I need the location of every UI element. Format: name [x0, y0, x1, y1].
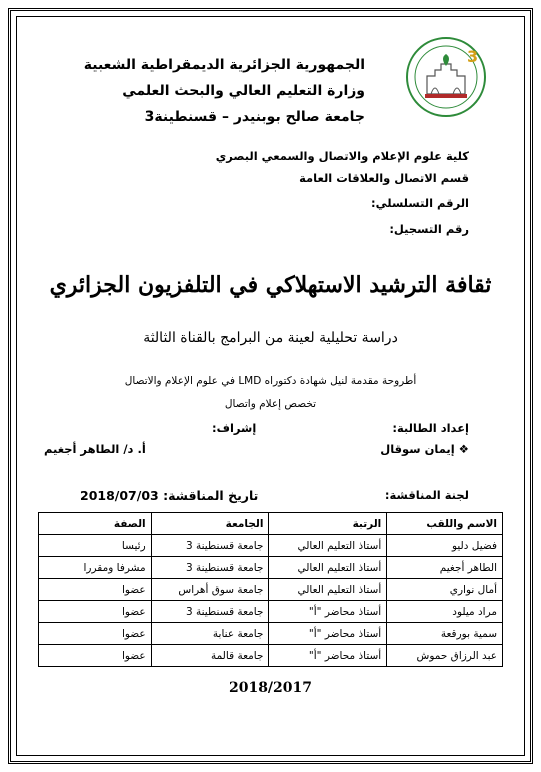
jury-role: عضوا [39, 645, 152, 667]
jury-rank: أستاذ محاضر "أ" [269, 645, 387, 667]
jury-name: سمية بورقعة [387, 623, 503, 645]
jury-name: عبد الرزاق حموش [387, 645, 503, 667]
jury-rank: أستاذ محاضر "أ" [269, 623, 387, 645]
republic-name: الجمهورية الجزائرية الديمقراطية الشعبية [83, 57, 365, 73]
jury-rank: أستاذ التعليم العالي [269, 579, 387, 601]
jury-role: مشرفا ومقررا [39, 557, 152, 579]
jury-role: عضوا [39, 623, 152, 645]
jury-university: جامعة سوق أهراس [151, 579, 269, 601]
jury-role: عضوا [39, 579, 152, 601]
table-row [39, 601, 503, 623]
thesis-title: ثقافة الترشيد الاستهلاكي في التلفزيون الجزائري [49, 272, 492, 298]
jury-university: جامعة قالمة [151, 645, 269, 667]
academic-year: 2018/2017 [228, 680, 313, 696]
registration-number-label: رقم التسجيل: [389, 222, 469, 236]
ministry-name: وزارة التعليم العالي والبحث العلمي [122, 83, 365, 99]
jury-name: فضيل دليو [387, 535, 503, 557]
jury-rank: أستاذ التعليم العالي [269, 535, 387, 557]
thesis-subtitle: دراسة تحليلية لعينة من البرامج بالقناة الثالثة [143, 330, 398, 346]
jury-university: جامعة قسنطينة 3 [151, 535, 269, 557]
jury-name: أمال نواري [387, 579, 503, 601]
supervisor-name: أ. د/ الطاهر أجغيم [44, 442, 146, 456]
table-row [39, 535, 503, 557]
jury-university: جامعة عنابة [151, 623, 269, 645]
jury-name: مراد ميلود [387, 601, 503, 623]
defense-date-value: 2018/07/03 [80, 488, 159, 503]
specialty-line: تخصص إعلام واتصال [224, 398, 317, 410]
table-row [39, 557, 503, 579]
jury-table [38, 512, 503, 667]
defense-date-label: تاريخ المناقشة: [163, 488, 259, 503]
jury-university: جامعة قسنطينة 3 [151, 557, 269, 579]
serial-number-label: الرقم التسلسلي: [371, 196, 469, 210]
university-name: جامعة صالح بوبنيدر – قسنطينة3 [144, 109, 365, 125]
university-emblem-icon [405, 36, 487, 118]
jury-role: رئيسا [39, 535, 152, 557]
supervision-label: إشراف: [212, 421, 257, 435]
jury-table-header [39, 513, 503, 535]
table-row [39, 645, 503, 667]
department-name: قسم الاتصال والعلاقات العامة [299, 171, 469, 185]
bullet-diamond-icon: ❖ [454, 442, 469, 456]
jury-university: جامعة قسنطينة 3 [151, 601, 269, 623]
column-header-name: الاسم واللقب [387, 513, 503, 535]
jury-role: عضوا [39, 601, 152, 623]
student-name: إيمان سوقال [380, 442, 455, 456]
college-name: كلية علوم الإعلام والاتصال والسمعي البصري [215, 149, 469, 163]
table-row [39, 623, 503, 645]
column-header-rank: الرتبة [269, 513, 387, 535]
column-header-role: الصفة [39, 513, 152, 535]
logo-digit: 3 [467, 47, 479, 66]
column-header-university: الجامعة [151, 513, 269, 535]
jury-name: الطاهر أجغيم [387, 557, 503, 579]
student-name-row [380, 442, 469, 456]
table-row [39, 579, 503, 601]
defense-date [80, 488, 258, 503]
prepared-by-label: إعداد الطالبة: [392, 421, 469, 435]
jury-rank: أستاذ التعليم العالي [269, 557, 387, 579]
degree-line: أطروحة مقدمة لنيل شهادة دكتوراه LMD في علوم الإعلام والاتصال [124, 375, 417, 387]
committee-label: لجنة المناقشة: [384, 488, 469, 502]
jury-rank: أستاذ محاضر "أ" [269, 601, 387, 623]
